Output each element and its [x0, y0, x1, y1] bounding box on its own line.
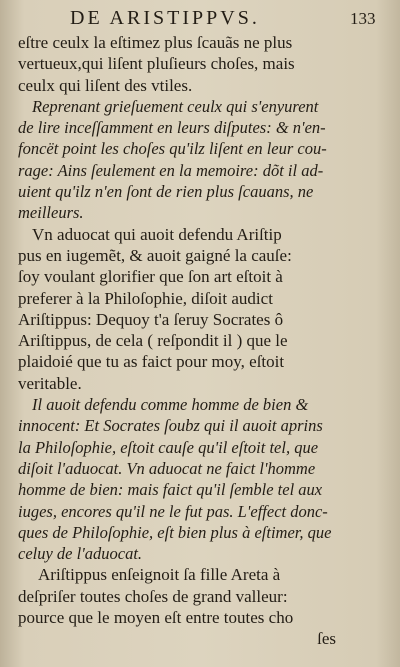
- commentary-line: homme de bien: mais faict qu'il ſemble tel aux: [18, 480, 323, 500]
- text-line: deſpriſer toutes choſes de grand valleur:: [18, 586, 288, 606]
- text-line: veritable.: [18, 373, 82, 393]
- text-line: pource que le moyen eſt entre toutes cho: [18, 608, 294, 628]
- commentary-line: rage: Ains ſeulement en la memoire: dõt il ad-: [18, 160, 324, 180]
- commentary-line: meilleurs.: [18, 203, 84, 223]
- text-line: Ariſtippus enſeignoit ſa fille Areta à: [38, 565, 281, 585]
- text-line: ceulx qui liſent des vtiles.: [18, 75, 193, 95]
- text-line: Ariſtippus, de cela ( reſpondit il ) que le: [18, 331, 288, 351]
- commentary-line: Il auoit defendu comme homme de bien &: [32, 395, 309, 415]
- text-line: eſtre ceulx la eſtimez plus ſcauãs ne plus: [18, 33, 293, 52]
- commentary-line: innocent: Et Socrates ſoubz qui il auoit aprins: [18, 416, 323, 436]
- commentary-line: diſoit l'aduocat. Vn aduocat ne faict l'homme: [18, 458, 316, 478]
- catchword: ſes: [317, 629, 336, 649]
- commentary-line: ques de Philoſophie, eſt bien plus à eſtimer, que: [18, 522, 332, 542]
- text-line: Vn aduocat qui auoit defendu Ariſtip: [32, 224, 282, 244]
- commentary-line: celuy de l'aduocat.: [18, 544, 143, 564]
- body-text: [18, 32, 338, 650]
- text-line: Ariſtippus: Dequoy t'a ſeruy Socrates ô: [18, 309, 284, 329]
- text-line: preferer à la Philoſophie, diſoit audict: [18, 288, 273, 308]
- commentary-line: uient qu'ilz n'en ſont de rien plus ſcauans, ne: [18, 182, 314, 202]
- page-number: 133: [350, 9, 376, 28]
- commentary-line: foncët point les choſes qu'ilz liſent en leur cou-: [18, 139, 327, 159]
- commentary-line: iuges, encores qu'il ne le fut pas. L'effect donc-: [18, 501, 328, 521]
- page-header: [0, 6, 400, 30]
- text-line: vertueux,qui liſent pluſieurs choſes, mais: [18, 54, 295, 74]
- commentary-line: la Philoſophie, eſtoit cauſe qu'il eſtoit tel, que: [18, 437, 319, 457]
- text-line: pus en iugemẽt, & auoit gaigné la cauſe:: [18, 245, 292, 265]
- text-line: plaidoié que tu as faict pour moy, eſtoit: [18, 352, 285, 372]
- running-head: DE ARISTIPPVS.: [70, 7, 260, 29]
- text-line: ſoy voulant glorifier que ſon art eſtoit à: [18, 267, 283, 287]
- commentary-line: Reprenant grieſuement ceulx qui s'enyurent: [32, 96, 319, 116]
- commentary-line: de lire inceſſamment en leurs diſputes: & n'en-: [18, 118, 326, 138]
